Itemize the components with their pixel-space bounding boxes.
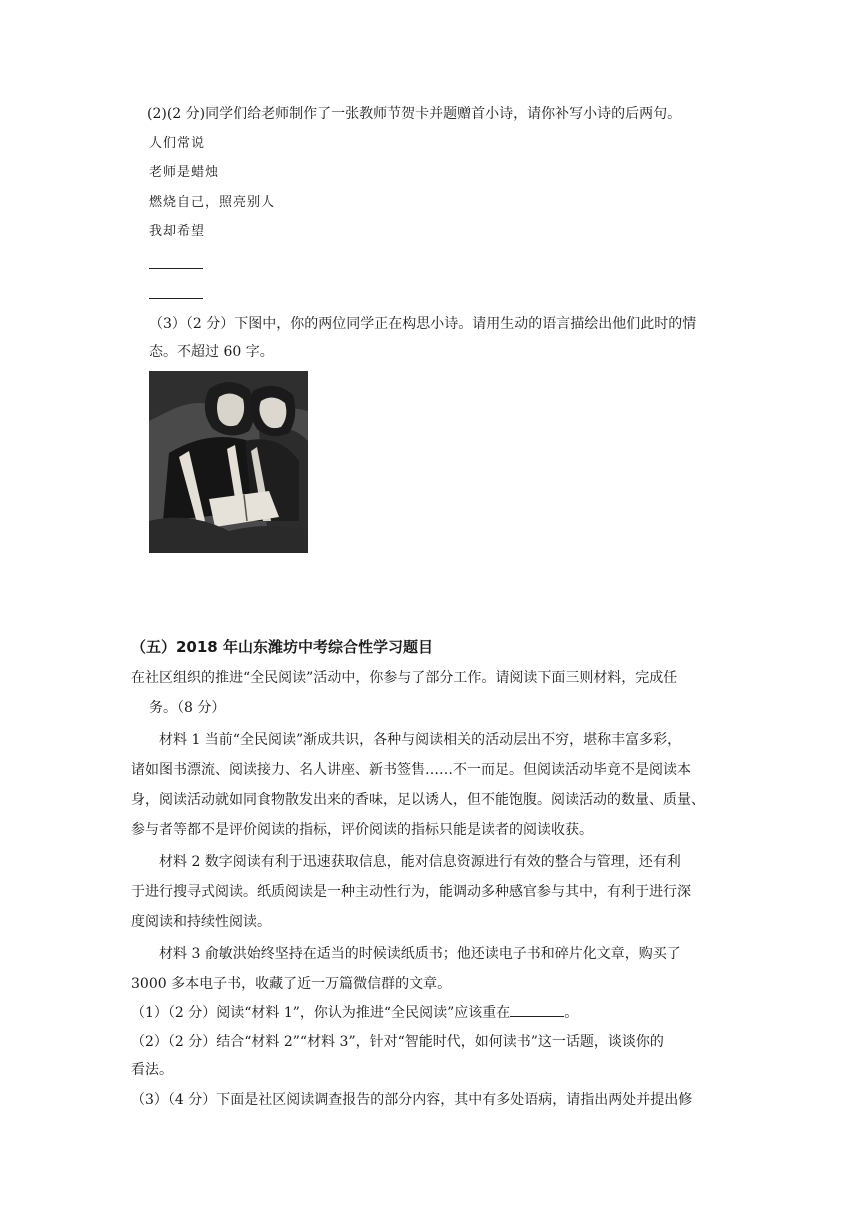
material-2-line: 度阅读和持续性阅读。 — [131, 914, 271, 930]
task-2-line-2: 看法。 — [131, 1062, 173, 1078]
section-title: （五）2018 年山东潍坊中考综合性学习题目 — [131, 638, 433, 656]
task-1-text: （1）（2 分）阅读“材料 1”，你认为推进“全民阅读”应该重在 — [131, 1005, 511, 1021]
material-3-line: 3000 多本电子书，收藏了近一万篇微信群的文章。 — [131, 976, 452, 992]
material-1-line: 身，阅读活动就如同食物散发出来的香味，足以诱人，但不能饱腹。阅读活动的数量、质量、 — [131, 792, 705, 808]
material-1-line: 材料 1 当前“全民阅读”渐成共识，各种与阅读相关的活动层出不穷，堪称丰富多彩， — [159, 732, 682, 748]
poem-line-2: 老师是蜡烛 — [149, 165, 220, 180]
intro-line-2: 务。（8 分） — [149, 700, 226, 716]
answer-blank-1[interactable] — [149, 268, 203, 269]
material-2-line: 于进行搜寻式阅读。纸质阅读是一种主动性行为，能调动多种感官参与其中，有利于进行深 — [131, 884, 691, 900]
task-1 — [131, 1002, 578, 1023]
answer-blank-2[interactable] — [149, 298, 203, 299]
material-1-line: 参与者等都不是评价阅读的指标，评价阅读的指标只能是读者的阅读收获。 — [131, 822, 593, 838]
question-3-prompt-line-1: （3）（2 分）下图中，你的两位同学正在构思小诗。请用生动的语言描绘出他们此时的情 — [149, 316, 697, 332]
material-3-line: 材料 3 俞敏洪始终坚持在适当的时候读纸质书；他还读电子书和碎片化文章，购买了 — [159, 946, 681, 962]
material-1-line: 诸如图书漂流、阅读接力、名人讲座、新书签售……不一而足。但阅读活动毕竟不是阅读本 — [131, 762, 691, 778]
poem-line-4: 我却希望 — [149, 224, 206, 239]
task-3-line-1: （3）（4 分）下面是社区阅读调查报告的部分内容，其中有多处语病，请指出两处并提出修 — [131, 1092, 693, 1108]
question-3-prompt-line-2: 态。不超过 60 字。 — [149, 344, 274, 360]
poem-line-3: 燃烧自己，照亮别人 — [149, 195, 276, 210]
question-2-prompt: (2)(2 分)同学们给老师制作了一张教师节贺卡并题赠首小诗，请你补写小诗的后两句。 — [147, 106, 682, 122]
students-illustration — [149, 371, 308, 553]
poem-line-1: 人们常说 — [149, 136, 206, 151]
intro-line-1: 在社区组织的推进“全民阅读”活动中，你参与了部分工作。请阅读下面三则材料，完成任 — [131, 670, 678, 686]
task-2-line-1: （2）（2 分）结合“材料 2”“材料 3”，针对“智能时代，如何读书”这一话题，谈谈你的 — [131, 1034, 664, 1050]
task-1-blank[interactable] — [510, 1002, 564, 1017]
material-2-line: 材料 2 数字阅读有利于迅速获取信息，能对信息资源进行有效的整合与管理，还有利 — [159, 854, 681, 870]
task-1-end: 。 — [564, 1005, 579, 1021]
